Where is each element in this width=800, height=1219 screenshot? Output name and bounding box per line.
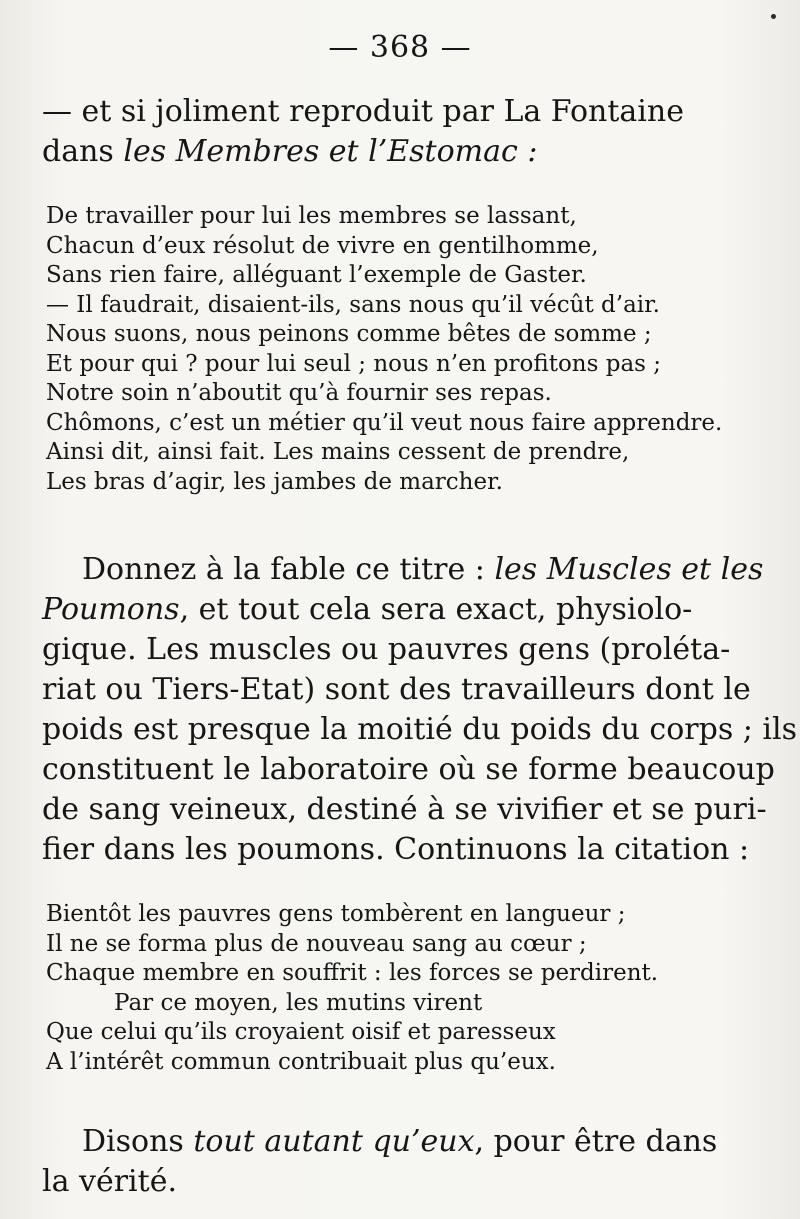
verse-block-2	[46, 900, 726, 1077]
verse-line: Chacun d’eux résolut de vivre en gentilhomme,	[46, 232, 599, 259]
main-paragraph	[42, 550, 797, 870]
verse-line: — Il faudrait, disaient-ils, sans nous qu’il vécût d’air.	[46, 291, 660, 318]
para-line-5: poids est presque la moitié du poids du corps ; ils	[42, 712, 797, 747]
para-line-3: gique. Les muscles ou pauvres gens (prolétа-	[42, 632, 731, 667]
para-line-6: constituent le laboratoire où se forme beaucoup	[42, 752, 775, 787]
verse-line: Et pour qui ? pour lui seul ; nous n’en profitons pas ;	[46, 350, 662, 377]
proposed-title: les Muscles et les	[494, 552, 764, 587]
para-line-2-text: , et tout cela sera exact, physiolo-	[179, 592, 693, 627]
verse-line: Ainsi dit, ainsi fait. Les mains cessent de prendre,	[46, 439, 630, 465]
verse-line: Notre soin n’aboutit qu’à fournir ses repas.	[46, 380, 552, 406]
para-line-8: fier dans les poumons. Continuons la citation :	[42, 832, 750, 867]
verse-line: Par ce moyen, les mutins virent	[114, 989, 483, 1016]
verse-line: De travailler pour lui les membres se lassant,	[46, 203, 577, 229]
verse-line: Chaque membre en souffrit : les forces se perdirent.	[46, 960, 659, 986]
verse-line: Que celui qu’ils croyaient oisif et paresseux	[46, 1019, 556, 1045]
intro-paragraph	[42, 92, 718, 172]
para-line-1-text: Donnez à la fable ce titre :	[82, 552, 495, 587]
verse-line: A l’intérêt commun contribuait plus qu’eux.	[46, 1048, 556, 1075]
proposed-title-end: Poumons	[42, 592, 180, 627]
verse-line: Chômons, c’est un métier qu’il veut nous faire apprendre.	[46, 409, 723, 436]
closing-line-1	[42, 1122, 718, 1162]
para-line-4: riat ou Tiers-Etat) sont des travailleurs dont le	[42, 672, 751, 707]
para-line-7: de sang veineux, destiné à se vivifier et se puri-	[42, 792, 767, 827]
closing-line-1-text: Disons	[82, 1124, 194, 1159]
para-line-1	[42, 550, 764, 590]
closing-line-2: la vérité.	[42, 1164, 177, 1199]
verse-line: Les bras d’agir, les jambes de marcher.	[46, 468, 503, 495]
fable-title: les Membres et l’Estomac :	[123, 134, 538, 169]
verse-line: Bientôt les pauvres gens tombèrent en langueur ;	[46, 901, 626, 927]
intro-line-2	[42, 132, 718, 172]
verse-block-1	[46, 202, 726, 497]
closing-line-1-end: , pour être dans	[474, 1124, 718, 1159]
verse-line: Sans rien faire, alléguant l’exemple de Gaster.	[46, 262, 587, 288]
closing-paragraph	[42, 1122, 718, 1202]
verse-line: Nous suons, nous peinons comme bêtes de somme ;	[46, 321, 652, 347]
page-number: — 368 —	[328, 30, 472, 65]
ink-speck	[771, 14, 776, 19]
para-line-2	[42, 590, 718, 630]
closing-emphasis: tout autant qu’eux	[193, 1124, 475, 1159]
intro-line-2-text: dans	[42, 134, 124, 169]
verse-line: Il ne se forma plus de nouveau sang au cœur ;	[46, 930, 587, 957]
intro-line-1: — et si joliment reproduit par La Fontaine	[42, 94, 684, 129]
